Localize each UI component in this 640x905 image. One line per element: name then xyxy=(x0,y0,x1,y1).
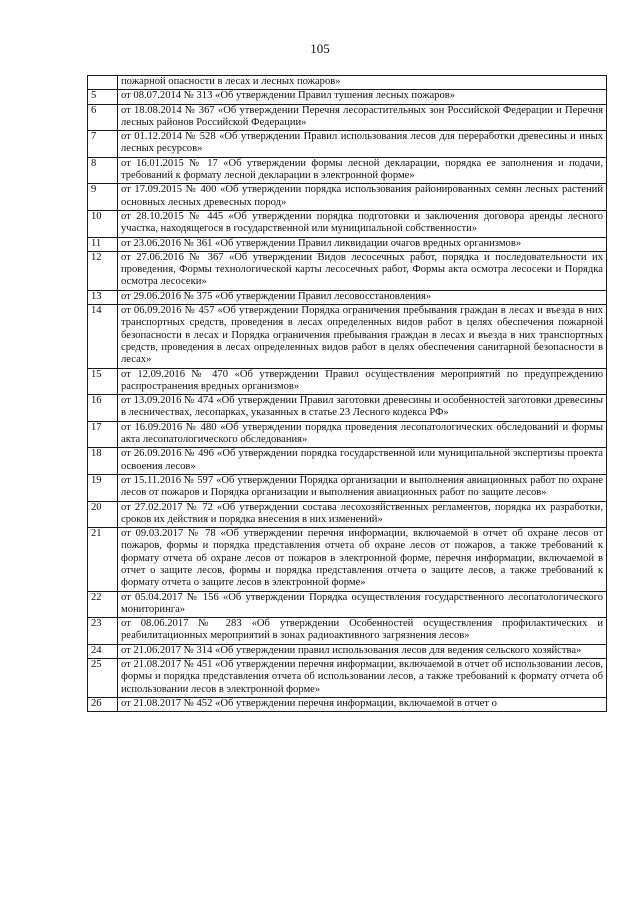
row-text: от 06.09.2016 № 457 «Об утверждении Порядка ограничения пребывания граждан в лесах и въезда в них транспортных средств, проведения в лесах определенных видов работ в целях обеспечения пожарной безопасности в лесах и Порядка ограничения пребывания граждан в лесах и въезда в них транспортных средств, проведения в лесах определенных видов работ в целях обеспечения санитарной безопасности в лесах» xyxy=(118,305,607,368)
table-row xyxy=(88,395,607,422)
table-row xyxy=(88,305,607,368)
row-text: от 16.01.2015 № 17 «Об утверждении формы лесной декларации, порядка ее заполнения и подачи, требований к формату лесной декларации в электронной форме» xyxy=(118,157,607,184)
row-text: от 18.08.2014 № 367 «Об утверждении Перечня лесорастительных зон Российской Федерации и Перечня лесных районов Российской Федерации» xyxy=(118,104,607,131)
table-row xyxy=(88,237,607,251)
table-row xyxy=(88,184,607,211)
row-number: 21 xyxy=(88,528,118,591)
table-row xyxy=(88,90,607,104)
table-row xyxy=(88,290,607,304)
row-text: от 27.06.2016 № 367 «Об утверждении Видов лесосечных работ, порядка и последовательности их проведения, Формы технологической карты лесосечных работ, Формы акта осмотра лесосеки и Порядка осмотра лесосеки» xyxy=(118,251,607,290)
table-row xyxy=(88,618,607,645)
row-number: 20 xyxy=(88,501,118,528)
row-text: от 01.12.2014 № 528 «Об утверждении Правил использования лесов для переработки древесины и иных лесных ресурсов» xyxy=(118,131,607,158)
row-text: от 17.09.2015 № 400 «Об утверждении порядка использования районированных семян лесных растений основных лесных древесных пород» xyxy=(118,184,607,211)
row-number: 14 xyxy=(88,305,118,368)
row-text: от 29.06.2016 № 375 «Об утверждении Правил лесовосстановления» xyxy=(118,290,607,304)
row-text: от 09.03.2017 № 78 «Об утверждении перечня информации, включаемой в отчет об охране лесов от пожаров, формы и порядка представления отчета об охране лесов от пожаров, а также требований к формату отчета об охране лесов от пожаров в электронной форме, перечня информации, включаемой в отчет о защите лесов, формы и порядка представления отчета о защите лесов, а также требований к формату отчета о защите лесов в электронной форме» xyxy=(118,528,607,591)
table-row xyxy=(88,104,607,131)
row-text: от 05.04.2017 № 156 «Об утверждении Порядка осуществления государственного лесопатологического мониторинга» xyxy=(118,591,607,618)
row-text: от 08.06.2017 № 283 «Об утверждении Особенностей осуществления профилактических и реабилитационных мероприятий в зонах радиоактивного загрязнения лесов» xyxy=(118,618,607,645)
table-row xyxy=(88,501,607,528)
row-number: 10 xyxy=(88,210,118,237)
row-text: от 26.09.2016 № 496 «Об утверждении порядка государственной или муниципальной экспертизы проекта освоения лесов» xyxy=(118,448,607,475)
table-body xyxy=(88,76,607,712)
row-number xyxy=(88,76,118,90)
row-text: от 08.07.2014 № 313 «Об утверждении Правил тушения лесных пожаров» xyxy=(118,90,607,104)
row-number: 17 xyxy=(88,421,118,448)
row-number: 13 xyxy=(88,290,118,304)
table-row xyxy=(88,644,607,658)
row-number: 6 xyxy=(88,104,118,131)
table-row xyxy=(88,697,607,711)
row-text: от 28.10.2015 № 445 «Об утверждении порядка подготовки и заключения договора аренды лесного участка, находящегося в государственной или муниципальной собственности» xyxy=(118,210,607,237)
row-number: 7 xyxy=(88,131,118,158)
row-text: от 23.06.2016 № 361 «Об утверждении Правил ликвидации очагов вредных организмов» xyxy=(118,237,607,251)
regulations-table xyxy=(87,75,607,712)
row-number: 26 xyxy=(88,697,118,711)
row-text: от 21.06.2017 № 314 «Об утверждении правил использования лесов для ведения сельского хозяйства» xyxy=(118,644,607,658)
table-row xyxy=(88,157,607,184)
row-number: 24 xyxy=(88,644,118,658)
table-row xyxy=(88,368,607,395)
row-number: 25 xyxy=(88,659,118,698)
table-row xyxy=(88,131,607,158)
row-number: 19 xyxy=(88,474,118,501)
row-text: от 13.09.2016 № 474 «Об утверждении Правил заготовки древесины и особенностей заготовки древесины в лесничествах, лесопарках, указанных в статье 23 Лесного кодекса РФ» xyxy=(118,395,607,422)
table-row xyxy=(88,421,607,448)
row-text: от 16.09.2016 № 480 «Об утверждении порядка проведения лесопатологических обследований и формы акта лесопатологического обследования» xyxy=(118,421,607,448)
row-number: 22 xyxy=(88,591,118,618)
table-row xyxy=(88,659,607,698)
table-row xyxy=(88,474,607,501)
row-number: 16 xyxy=(88,395,118,422)
table-row xyxy=(88,210,607,237)
table-row xyxy=(88,251,607,290)
row-number: 18 xyxy=(88,448,118,475)
row-number: 9 xyxy=(88,184,118,211)
row-number: 23 xyxy=(88,618,118,645)
row-text: от 21.08.2017 № 452 «Об утверждении перечня информации, включаемой в отчет о xyxy=(118,697,607,711)
row-text: от 27.02.2017 № 72 «Об утверждении состава лесохозяйственных регламентов, порядка их разработки, сроков их действия и порядка внесения в них изменений» xyxy=(118,501,607,528)
row-number: 15 xyxy=(88,368,118,395)
table-row xyxy=(88,591,607,618)
page-number: 105 xyxy=(310,41,330,56)
row-text: от 12.09.2016 № 470 «Об утверждении Правил осуществления мероприятий по предупреждению распространения вредных организмов» xyxy=(118,368,607,395)
row-number: 8 xyxy=(88,157,118,184)
row-number: 5 xyxy=(88,90,118,104)
table-row xyxy=(88,448,607,475)
row-number: 12 xyxy=(88,251,118,290)
row-text: от 15.11.2016 № 597 «Об утверждении Порядка организации и выполнения авиационных работ по охране лесов от пожаров и Порядка организации и выполнения авиационных работ по защите лесов» xyxy=(118,474,607,501)
row-text: пожарной опасности в лесах и лесных пожаров» xyxy=(118,76,607,90)
table-row xyxy=(88,528,607,591)
row-text: от 21.08.2017 № 451 «Об утверждении перечня информации, включаемой в отчет об использовании лесов, формы и порядка представления отчета об использовании лесов, а также требований к формату отчета об использовании лесов в электронной форме» xyxy=(118,659,607,698)
table-row xyxy=(88,76,607,90)
row-number: 11 xyxy=(88,237,118,251)
